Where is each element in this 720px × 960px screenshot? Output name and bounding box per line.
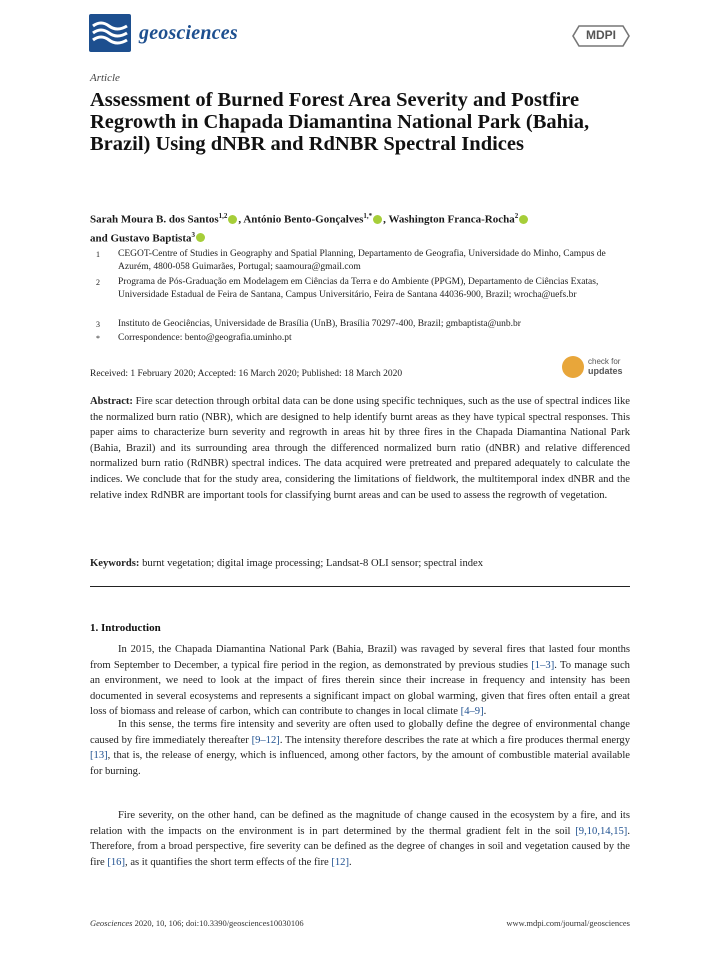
orcid-icon[interactable]: [196, 233, 205, 242]
journal-name: geosciences: [139, 22, 238, 44]
section-heading: 1. Introduction: [90, 622, 161, 634]
paragraph-text: .: [349, 856, 352, 868]
citation-link[interactable]: [9–12]: [251, 734, 280, 746]
affiliation-item: [90, 332, 630, 345]
author-name: António Bento-Gonçalves: [243, 213, 364, 226]
check-updates-icon: [562, 356, 584, 378]
footer-journal: Geosciences: [90, 918, 133, 928]
journal-logo: [89, 14, 131, 52]
paragraph-text: . Therefore, from a broad perspective, fire severity can be defined as the degree of changes in soil and vegetation caused by the fire: [90, 825, 630, 868]
author-name: Gustavo Baptista: [110, 232, 192, 245]
affiliation-item: [90, 276, 630, 316]
citation-link[interactable]: [9,10,14,15]: [575, 825, 628, 837]
affiliation-number: 3: [96, 320, 100, 329]
footer-citation: [90, 918, 304, 928]
abstract-text: Fire scar detection through orbital data can be done using specific techniques, such as the use of spectral indices like the normalized burn ratio (NBR), which are designed to help identify burnt areas as they have typical spectral responses. This paper aims to characterize burn severity and regrowth in areas hit by three fires in the Chapada Diamantina National Park (Bahia, Brazil) and its surrounding area through the differenced normalized burn ratio (dNBR) and relative differenced normalized burn ratio (RdNBR) spectral indices. The data acquired were pretreated and prepared adequately to calculate the indices. We conclude that for the study area, considering the limitations of fieldwork, the multitemporal index dNBR and the relative index RdNBR are important tools for classifying burnt areas and can be used to assess the regrowth of vegetation.: [90, 396, 630, 501]
paragraph-text: . To manage such an environment, we need to look at the impact of fires therein since their increase in frequency and intensity has been documented in several ecosystems and represents a significant impact on global warming, given that fires often entail a great loss of biomass and release of carbon, which can contribute to changes in local climate: [90, 659, 630, 717]
citation-link[interactable]: [16]: [107, 856, 126, 868]
affiliation-number: 1: [96, 250, 100, 259]
orcid-icon[interactable]: [519, 215, 528, 224]
abstract-label: Abstract:: [90, 396, 133, 407]
paragraph-text: , that is, the release of energy, which is influenced, among other factors, by the amount of combustible material available for burning.: [90, 750, 630, 777]
author-name: Washington Franca-Rocha: [388, 213, 515, 226]
check-updates-line1: check for: [588, 357, 621, 366]
orcid-icon[interactable]: [373, 215, 382, 224]
affiliation-text: CEGOT-Centre of Studies in Geography and Spatial Planning, Departamento de Geografia, Universidade do Minho, Campus de Azurém, 4800-058 Guimarães, Portugal; saamoura@gmail.com: [118, 249, 606, 272]
paragraph-text: , as it quantifies the short term effects of the fire: [125, 856, 332, 868]
paragraph-text: In this sense, the terms fire intensity and severity are often used to globally define the degree of environmental change caused by fire immediately thereafter: [90, 719, 630, 746]
body-paragraph: [90, 717, 630, 779]
affiliation-item: [90, 248, 630, 274]
affiliation-text: Instituto de Geociências, Universidade de Brasília (UnB), Brasília 70297-400, Brazil; gmbaptista@unb.br: [118, 319, 521, 329]
author-affiliation-marker: 1,*: [363, 212, 373, 220]
body-paragraph: [90, 808, 630, 870]
keywords-text: burnt vegetation; digital image processing; Landsat-8 OLI sensor; spectral index: [142, 558, 484, 569]
author-list: Sarah Moura B. dos Santos$^{1,2}$ , António Bento-Gonçalves$^{1,*}$ , Washington Franca-Rocha$^2$ and Gustavo Baptista$^3$: [90, 209, 630, 246]
affiliation-text: Programa de Pós-Graduação em Modelagem em Ciências da Terra e do Ambiente (PPGM), Departamento de Ciências Exatas, Universidade Estadual de Feira de Santana, Campus Universitário, Feira de Santana 44036-900, Brazil; wrocha@uefs.br: [118, 277, 599, 300]
affiliation-item: [90, 318, 630, 331]
section-divider: [90, 586, 630, 587]
affiliation-number: *: [96, 334, 100, 343]
check-updates-line2: updates: [588, 366, 623, 376]
check-for-updates-badge[interactable]: [562, 354, 634, 382]
footer-citation-details: 2020, 10, 106; doi:10.3390/geosciences10030106: [132, 918, 304, 928]
publication-dates: Received: 1 February 2020; Accepted: 16 March 2020; Published: 18 March 2020: [90, 369, 403, 379]
author-affiliation-marker: 2: [514, 212, 519, 220]
keywords: [90, 558, 630, 569]
footer-url[interactable]: www.mdpi.com/journal/geosciences: [506, 918, 630, 928]
orcid-icon[interactable]: [228, 215, 237, 224]
article-type: Article: [90, 72, 120, 84]
author-affiliation-marker: 1,2: [218, 212, 228, 220]
affiliation-number: 2: [96, 278, 100, 287]
citation-link[interactable]: [12]: [331, 856, 349, 868]
author-name: Sarah Moura B. dos Santos: [90, 213, 219, 226]
body-paragraph: [90, 642, 630, 720]
keywords-label: Keywords:: [90, 558, 140, 569]
paragraph-text: Fire severity, on the other hand, can be defined as the magnitude of change caused in the ecosystem by a fire, and its relation with the impacts on the environment is in part determined by the thermal gradient felt in the soil: [90, 810, 630, 837]
paragraph-text: In 2015, the Chapada Diamantina National Park (Bahia, Brazil) was ravaged by several fires that lasted four months from September to December, a typical fire period in the region, as demonstrated by previous studies: [90, 644, 630, 671]
publisher-logo: [571, 22, 631, 50]
author-affiliation-marker: 3: [191, 230, 195, 239]
publisher-name: MDPI: [586, 28, 616, 42]
citation-link[interactable]: [1–3]: [531, 659, 555, 671]
citation-link[interactable]: [4–9]: [460, 706, 484, 717]
abstract: [90, 394, 630, 503]
citation-link[interactable]: [13]: [90, 750, 108, 761]
paragraph-text: .: [483, 706, 487, 717]
article-title: Assessment of Burned Forest Area Severity and Postfire Regrowth in Chapada Diamantina National Park (Bahia, Brazil) Using dNBR and RdNBR Spectral Indices: [90, 89, 590, 155]
paragraph-text: . The intensity therefore describes the rate at which a fire produces thermal energy: [279, 734, 630, 746]
affiliation-text: Correspondence: bento@geografia.uminho.pt: [118, 333, 292, 343]
